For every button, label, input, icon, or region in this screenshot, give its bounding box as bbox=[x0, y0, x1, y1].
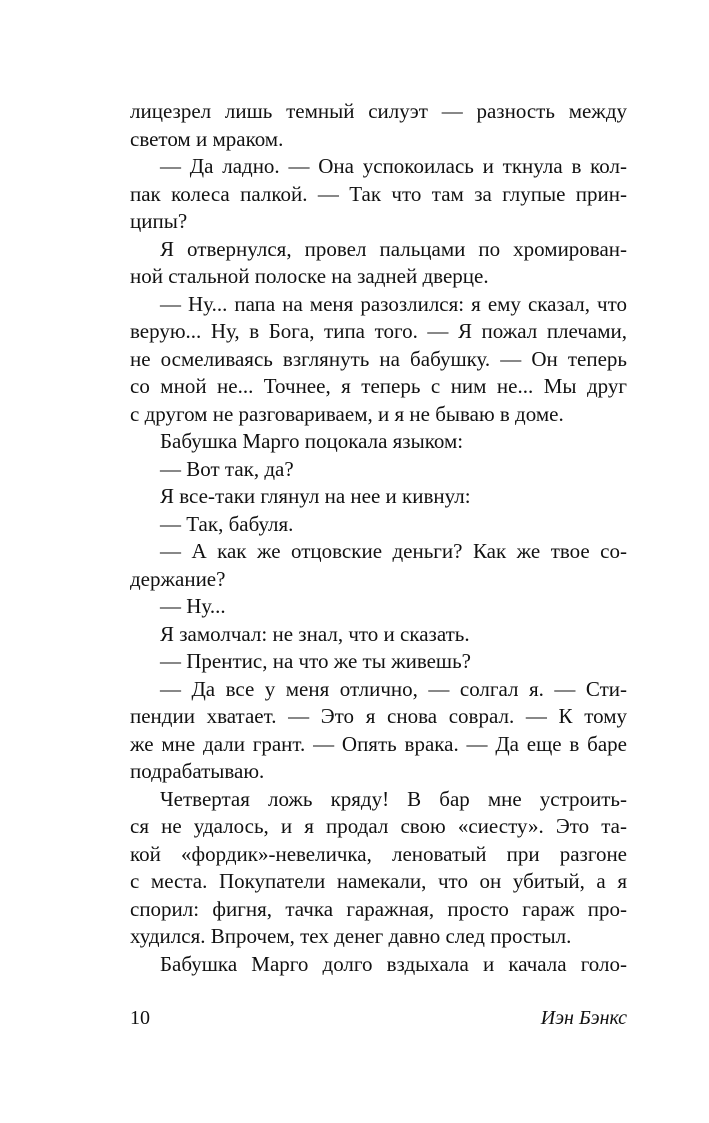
text-line: — Ну... bbox=[160, 594, 226, 618]
text-line: подрабатываю. bbox=[130, 759, 265, 783]
text-line: — Да ладно. — Она успокоилась и ткнула в кол- bbox=[160, 154, 627, 178]
text-line: ципы? bbox=[130, 209, 188, 233]
text-line: кой «фордик»-невеличка, леноватый при разгоне bbox=[130, 841, 627, 866]
page-number: 10 bbox=[130, 1007, 150, 1029]
text-line: пак колеса палкой. — Так что там за глупые прин- bbox=[130, 181, 627, 206]
text-line: же мне дали грант. — Опять врака. — Да еще в баре bbox=[130, 731, 627, 756]
text-line: Бабушка Марго долго вздыхала и качала голо- bbox=[160, 951, 627, 976]
text-line: худился. Впрочем, тех денег давно след простыл. bbox=[130, 924, 572, 948]
text-line: — А как же отцовские деньги? Как же твое со- bbox=[160, 539, 627, 563]
text-line: светом и мраком. bbox=[130, 126, 284, 151]
text-line: не осмеливаясь взглянуть на бабушку. — Он теперь bbox=[130, 346, 627, 371]
text-line: с места. Покупатели намекали, что он убитый, а я bbox=[130, 869, 627, 893]
text-line: Я замолчал: не знал, что и сказать. bbox=[160, 621, 470, 646]
text-line: — Да все у меня отлично, — солгал я. — Сти- bbox=[160, 676, 627, 701]
text-line: спорил: фигня, тачка гаражная, просто гараж про- bbox=[130, 896, 627, 921]
text-line: Я все-таки глянул на нее и кивнул: bbox=[160, 484, 471, 508]
text-line: Четвертая ложь кряду! В бар мне устроить- bbox=[160, 786, 627, 811]
text-line: с другом не разговариваем, и я не бываю в доме. bbox=[130, 401, 564, 426]
running-author: Иэн Бэнкс bbox=[540, 1007, 627, 1029]
text-line: — Так, бабуля. bbox=[160, 511, 294, 536]
text-line: — Ну... папа на меня разозлился: я ему сказал, что bbox=[160, 291, 627, 316]
page-body bbox=[130, 98, 627, 978]
text-line: Я отвернулся, провел пальцами по хромирован- bbox=[160, 236, 627, 261]
text-line: ной стальной полоске на задней дверце. bbox=[130, 264, 489, 288]
text-line: — Прентис, на что же ты живешь? bbox=[160, 649, 472, 673]
text-line: — Вот так, да? bbox=[160, 456, 294, 481]
page-footer bbox=[130, 1003, 627, 1033]
text-line: пендии хватает. — Это я снова соврал. — К тому bbox=[130, 704, 627, 728]
text-line: ся не удалось, и я продал свою «сиесту». Это та- bbox=[130, 814, 627, 838]
text-line: верую... Ну, в Бога, типа того. — Я пожал плечами, bbox=[130, 319, 627, 343]
text-line: Бабушка Марго поцокала языком: bbox=[160, 429, 464, 453]
text-line: со мной не... Точнее, я теперь с ним не... Мы друг bbox=[130, 374, 627, 398]
text-line: держание? bbox=[130, 566, 226, 591]
text-line: лицезрел лишь темный силуэт — разность между bbox=[130, 99, 627, 123]
